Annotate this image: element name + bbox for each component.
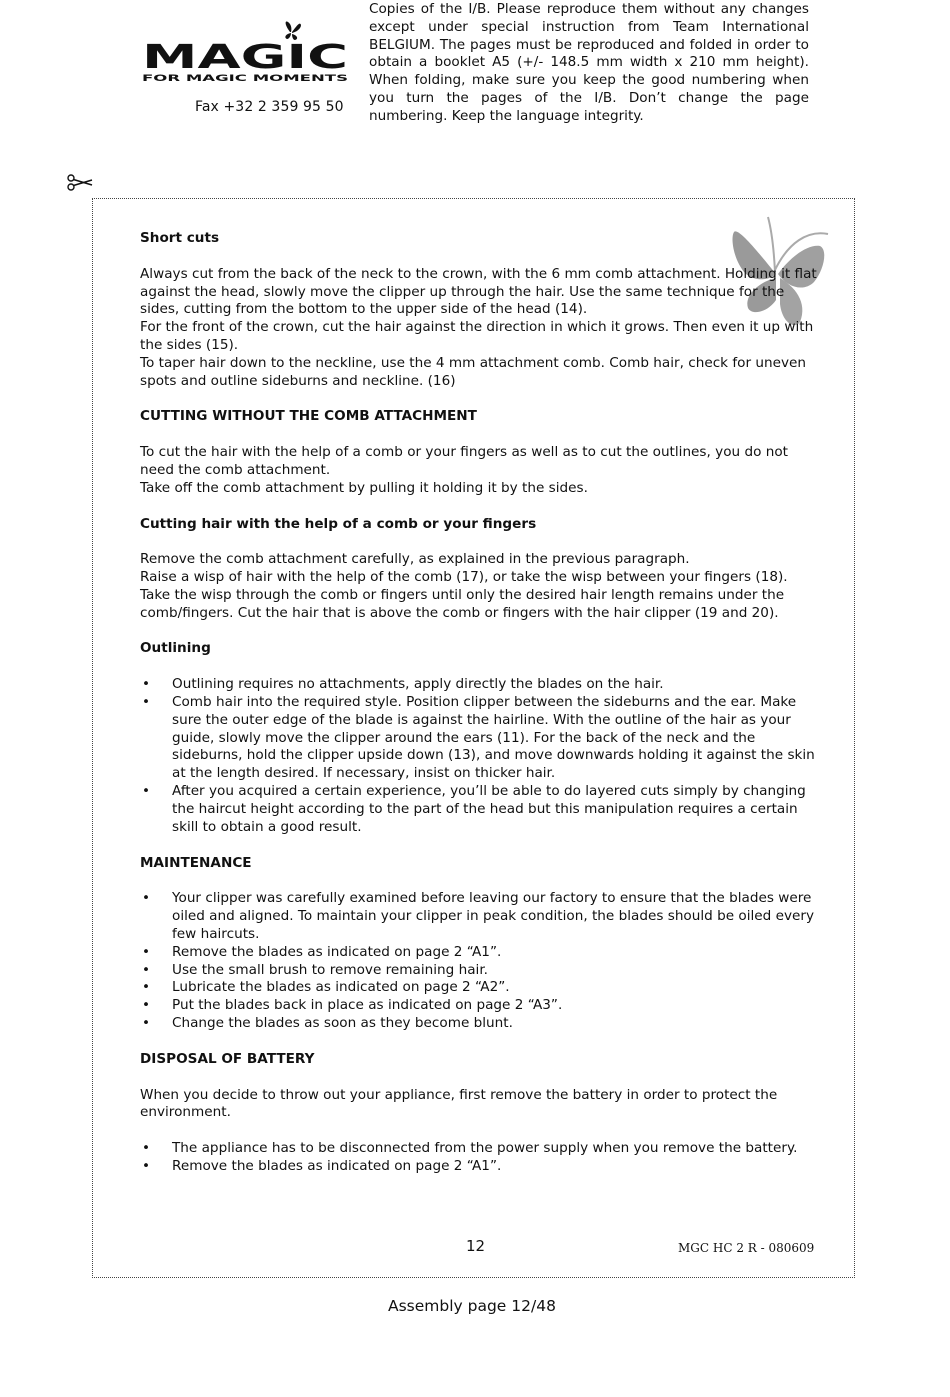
list-item: • Change the blades as soon as they become blunt. [140, 1015, 820, 1033]
list-item: • Your clipper was carefully examined before leaving our factory to ensure that the blades were oiled and aligned. To maintain your clipper in peak condition, the blades should be oiled every few haircuts. [140, 890, 820, 944]
list-item: • Remove the blades as indicated on page 2 “A1”. [140, 1158, 820, 1176]
document-code: MGC HC 2 R - 080609 [678, 1241, 815, 1255]
short-cuts-text-2: For the front of the crown, cut the hair against the direction in which it grows. Then even it up with the sides (15). [140, 319, 814, 354]
comb-fingers-text-1: Remove the comb attachment carefully, as explained in the previous paragraph. [140, 551, 690, 568]
list-item: • Put the blades back in place as indicated on page 2 “A3”. [140, 997, 820, 1015]
section-title-disposal: DISPOSAL OF BATTERY [140, 1050, 315, 1067]
without-comb-text-1: To cut the hair with the help of a comb or your fingers as well as to cut the outlines, you do not need the comb attachment. [140, 444, 788, 478]
disposal-list [140, 1140, 820, 1176]
maintenance-list [140, 890, 820, 1033]
list-item: • Lubricate the blades as indicated on page 2 “A2”. [140, 979, 820, 997]
section-title-comb-fingers: Cutting hair with the help of a comb or your fingers [140, 515, 537, 532]
section-title-maintenance: MAINTENANCE [140, 854, 252, 871]
list-item: • Use the small brush to remove remaining hair. [140, 962, 820, 980]
list-item: • Comb hair into the required style. Position clipper between the sideburns and the ear. Make sure the outer edge of the blade is against the hairline. With the outline of the hair as your guide, slowly move the clipper around the ears (11). For the back of the neck and the sideburns, hold the clipper upside down (13), and move downwards holding it against the skin at the length desired. If necessary, insist on thicker hair. [140, 694, 820, 783]
list-item: • The appliance has to be disconnected from the power supply when you remove the battery. [140, 1140, 820, 1158]
outlining-list [140, 676, 820, 837]
fax-number: Fax +32 2 359 95 50 [195, 99, 344, 115]
short-cuts-paragraph [140, 266, 820, 391]
list-item: • Remove the blades as indicated on page 2 “A1”. [140, 944, 820, 962]
list-item: • Outlining requires no attachments, apply directly the blades on the hair. [140, 676, 820, 694]
section-title-without-comb: CUTTING WITHOUT THE COMB ATTACHMENT [140, 408, 477, 425]
without-comb-paragraph [140, 444, 820, 498]
reproduction-note: Copies of the I/B. Please reproduce them without any changes except under special instruction from Team International BELGIUM. The pages must be reproduced and folded in order to obtain a booklet A5 (+/- 148.5 mm width x 210 mm height). When folding, make sure you keep the good numbering when you turn the pages of the I/B. Don’t change the page numbering. Keep the language integrity. [369, 1, 809, 124]
instructions-body [140, 230, 820, 1194]
logo-tagline: FOR MAGIC MOMENTS [142, 74, 348, 84]
comb-fingers-text-2: Raise a wisp of hair with the help of the comb (17), or take the wisp between your fingers (18). Take the wisp through the comb or fingers until only the desired hair length remains under the comb/fingers. Cut the hair that is above the comb or fingers with the hair clipper (19 and 20). [140, 569, 788, 621]
disposal-paragraph: When you decide to throw out your appliance, first remove the battery in order to protect the environment. [140, 1086, 778, 1121]
short-cuts-text-1: Always cut from the back of the neck to the crown, with the 6 mm comb attachment. Holding it flat against the head, slowly move the clipper up through the hair. Use the same technique for the sides, cutting from the bottom to the upper side of the head (14). [140, 265, 817, 318]
section-title-short-cuts: Short cuts [140, 230, 220, 246]
without-comb-text-2: Take off the comb attachment by pulling it holding it by the sides. [140, 479, 588, 496]
scissors-icon [66, 174, 94, 192]
logo-wordmark: MAGIC [142, 37, 348, 76]
comb-fingers-paragraph [140, 551, 820, 622]
page-number: 12 [466, 1237, 486, 1255]
assembly-page-label: Assembly page 12/48 [388, 1297, 556, 1315]
section-title-outlining: Outlining [140, 640, 211, 657]
short-cuts-text-3: To taper hair down to the neckline, use the 4 mm attachment comb. Comb hair, check for uneven spots and outline sideburns and neckline. (16) [140, 354, 806, 389]
magic-logo [138, 18, 353, 88]
list-item: • After you acquired a certain experience, you’ll be able to do layered cuts simply by changing the haircut height according to the part of the head but this manipulation requires a certain skill to obtain a good result. [140, 783, 820, 837]
